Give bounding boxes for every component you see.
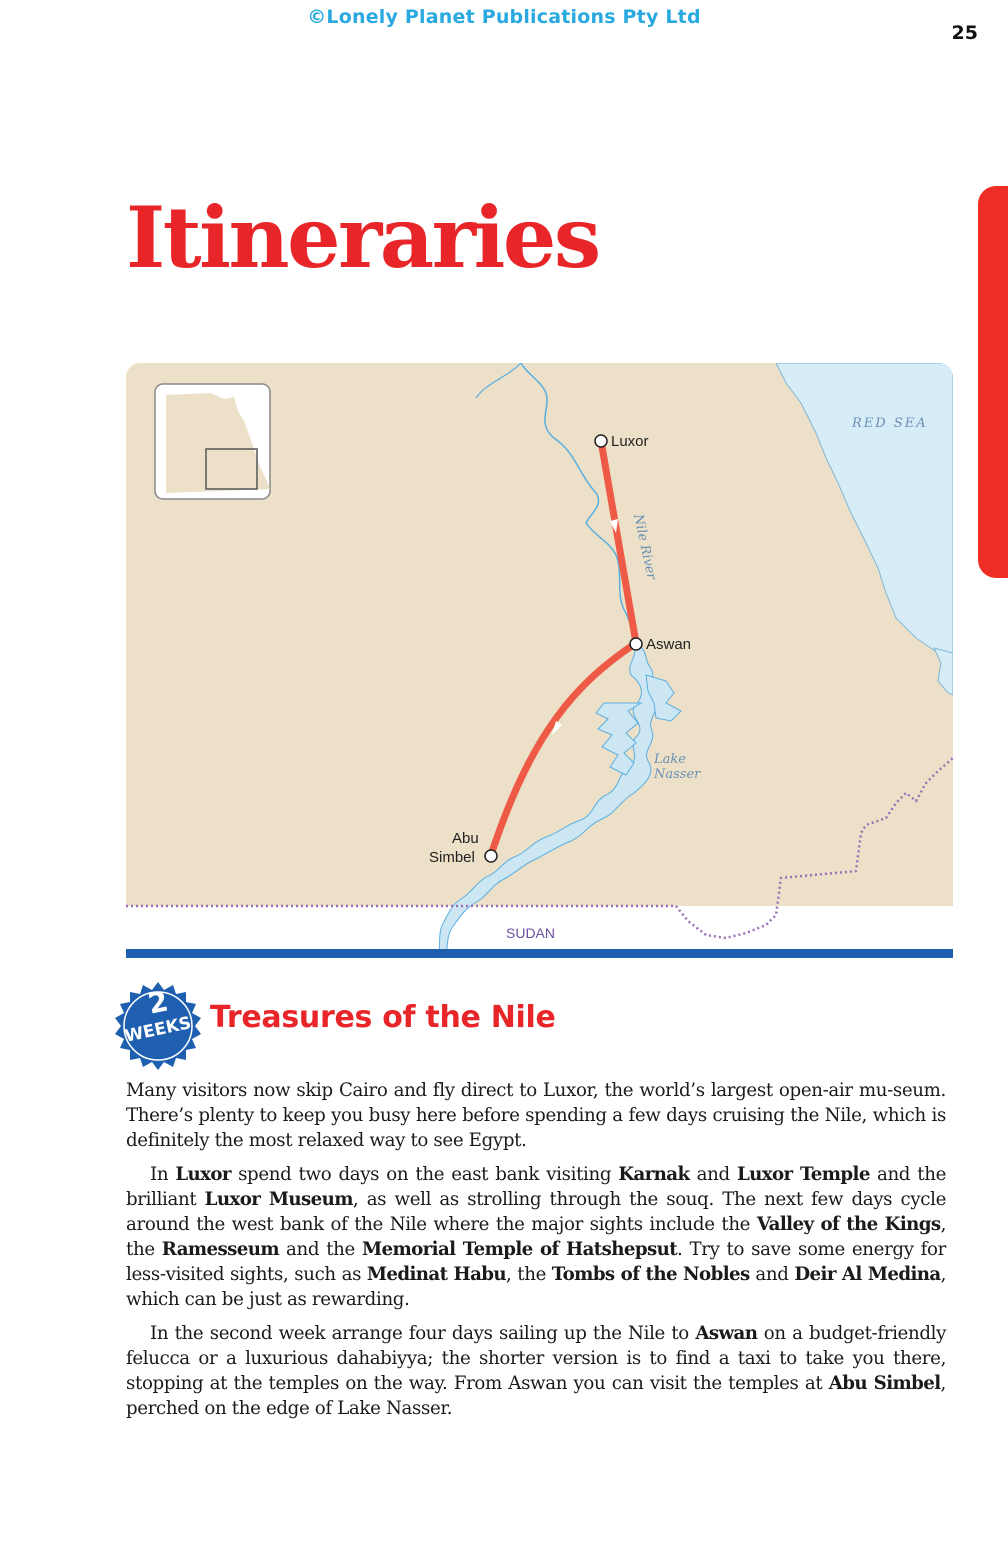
- sight-valley-of-the-kings: Valley of the Kings: [756, 1214, 941, 1235]
- sight-aswan: Aswan: [695, 1323, 758, 1344]
- abu-simbel-label: Abu: [452, 830, 479, 847]
- luxor-label: Luxor: [611, 433, 649, 450]
- lake-nasser-label: Lake: [654, 752, 686, 767]
- page-number: 25: [951, 22, 978, 44]
- itinerary-title: Treasures of the Nile: [210, 1000, 556, 1035]
- paragraph: In Luxor spend two days on the east bank visiting Karnak and Luxor Temple and the brilliant Luxor Museum, as well as strolling through the souq. The next few days cycle around the west bank of the Nile where the major sights include the Valley of the Kings, the Ramesseum and the Memorial Temple of Hatshepsut. Try to save some energy for less-visited sights, such as Medinat Habu, the Tombs of the Nobles and Deir Al Medina, which can be just as rewarding.: [126, 1164, 947, 1310]
- sight-karnak: Karnak: [618, 1164, 690, 1185]
- abu-simbel-label: Simbel: [429, 849, 475, 866]
- paragraph: In the second week arrange four days sailing up the Nile to Aswan on a budget-friendly felucca or a luxurious dahabiyya; the shorter version is to find a taxi to take you there, stopping at the temples on the way. From Aswan you can visit the temples at Abu Simbel, perched on the edge of Lake Nasser.: [126, 1323, 947, 1419]
- abu-simbel-marker: [485, 850, 497, 862]
- sight-medinat-habu: Medinat Habu: [366, 1264, 507, 1285]
- map-bottom-bar: [126, 949, 953, 958]
- copyright-notice: ©Lonely Planet Publications Pty Ltd: [307, 6, 701, 28]
- page-title: Itineraries: [126, 188, 599, 287]
- sight-hatshepsut: Memorial Temple of Hatshepsut: [361, 1239, 678, 1260]
- sight-luxor-temple: Luxor Temple: [736, 1164, 870, 1185]
- red-sea-label: RED SEA: [852, 416, 928, 431]
- aswan-label: Aswan: [646, 636, 692, 653]
- luxor-marker: [595, 435, 607, 447]
- sight-luxor: Luxor: [175, 1164, 231, 1185]
- sight-abu-simbel: Abu Simbel: [828, 1373, 941, 1394]
- sight-tombs-of-the-nobles: Tombs of the Nobles: [551, 1264, 750, 1285]
- duration-badge: [112, 980, 204, 1072]
- paragraph: Many visitors now skip Cairo and fly direct to Luxor, the world’s largest open-air mu-seum. There’s plenty to keep you busy here before spending a few days cruising the Nile, which is definitely the most relaxed way to see Egypt.: [126, 1080, 946, 1151]
- itinerary-body: [126, 1078, 946, 1430]
- lake-nasser-label: Nasser: [654, 767, 701, 782]
- inset-egypt-map: [155, 384, 270, 499]
- sight-deir-al-medina: Deir Al Medina: [794, 1264, 941, 1285]
- sight-ramesseum: Ramesseum: [161, 1239, 280, 1260]
- badge-unit: WEEKS: [122, 1013, 194, 1047]
- sudan-label: SUDAN: [506, 925, 556, 941]
- chapter-side-tab: [978, 186, 1008, 578]
- sight-luxor-museum: Luxor Museum: [204, 1189, 353, 1210]
- badge-number: 2: [145, 984, 171, 1021]
- aswan-marker: [630, 638, 642, 650]
- nile-river-label: Nile River: [630, 512, 659, 582]
- itinerary-map: [126, 363, 953, 958]
